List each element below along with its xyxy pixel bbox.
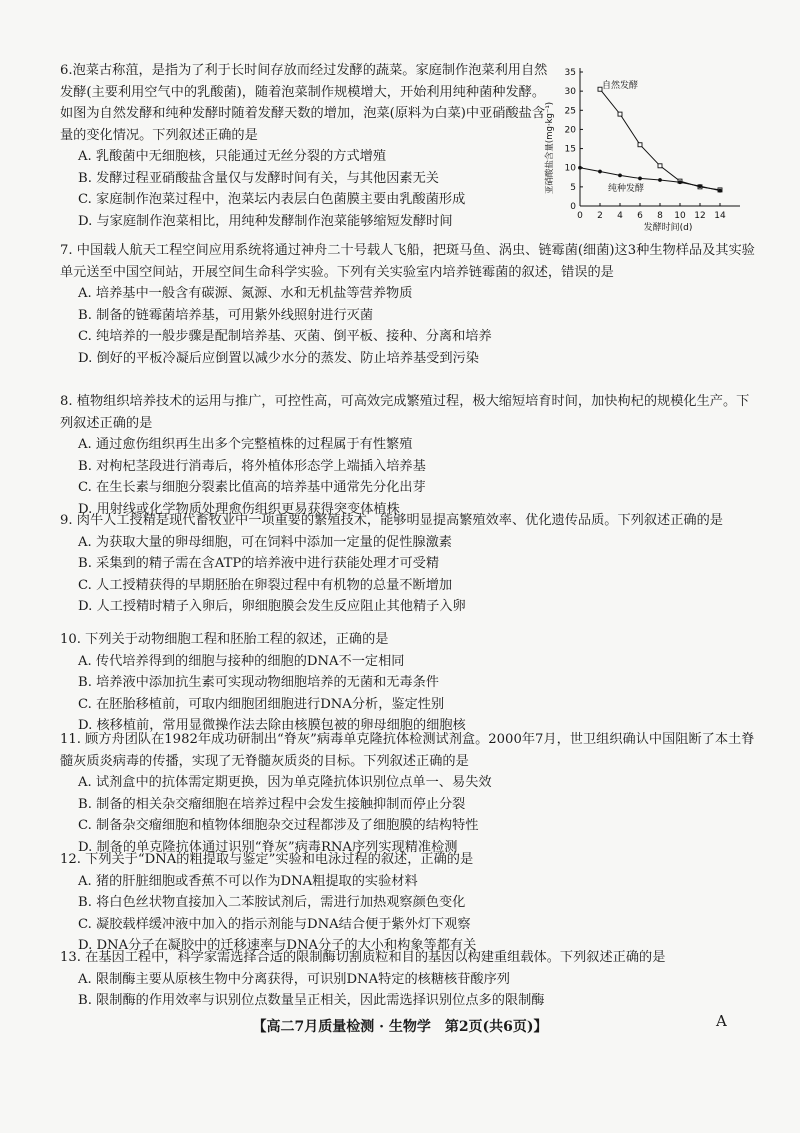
- x-tick-label: 14: [714, 211, 726, 221]
- chart-series: [578, 87, 722, 192]
- data-point-pure: [718, 189, 722, 193]
- option-a: A. 培养基中一般含有碳源、氮源、水和无机盐等营养物质: [78, 286, 413, 301]
- question-11: [60, 729, 760, 858]
- option-c: C. 人工授精获得的早期胚胎在卵裂过程中有机物的总量不断增加: [78, 577, 453, 593]
- options-list: [60, 434, 760, 520]
- nitrite-chart: [540, 58, 770, 233]
- data-point-pure: [658, 178, 662, 182]
- option-d: D. 核移植前，常用显微操作法去除由核膜包被的卵母细胞的细胞核: [78, 718, 466, 733]
- x-tick-label: 10: [674, 211, 686, 221]
- legend-pure-fermentation: 纯种发酵: [608, 184, 645, 194]
- option-a: A. 传代培养得到的细胞与接种的细胞的DNA不一定相同: [78, 653, 405, 669]
- data-point-pure: [638, 177, 642, 181]
- question-stem: 12. 下列关于“DNA的粗提取与鉴定”实验和电泳过程的叙述，正确的是: [60, 852, 474, 867]
- option-d: D. 倒好的平板冷凝后应倒置以减少水分的蒸发、防止培养基受到污染: [78, 350, 479, 366]
- option-b: B. 发酵过程亚硝酸盐含量仅与发酵时间有关，与其他因素无关: [78, 170, 439, 186]
- y-tick-label: 25: [564, 106, 576, 117]
- options-list: [60, 871, 760, 957]
- question-7: [60, 240, 760, 369]
- x-tick-label: 12: [694, 211, 706, 221]
- page-footer: 【高二7月质量检测 · 生物学 第2页(共6页)】: [252, 1019, 548, 1035]
- chart-xlabel: 发酵时间(d): [643, 223, 693, 233]
- question-stem: 9. 肉牛人工授精是现代畜牧业中一项重要的繁殖技术，能够明显提高繁殖效率、优化遗传品质。下列叙述正确的是: [60, 513, 723, 528]
- question-stem: 11. 顾方舟团队在1982年成功研制出“脊灰”病毒单克隆抗体检测试剂盒。2000年7月，世卫组织确认中国阻断了本土脊髓灰质炎病毒的传播，实现了无脊髓灰质炎的目标。下列叙述正确的是: [60, 732, 755, 769]
- option-b: B. 将白色丝状物直接加入二苯胺试剂后，需进行加热观察颜色变化: [78, 895, 466, 910]
- y-tick-label: 10: [564, 163, 576, 174]
- option-a: A. 为获取大量的卵母细胞，可在饲料中添加一定量的促性腺激素: [78, 534, 452, 550]
- legend-natural-fermentation: 自然发酵: [602, 81, 639, 91]
- option-a: A. 试剂盒中的抗体需定期更换，因为单克隆抗体识别位点单一、易失效: [78, 775, 492, 790]
- data-point-natural: [618, 112, 622, 116]
- x-tick-label: 2: [597, 211, 603, 221]
- options-list: [60, 532, 760, 618]
- data-point-pure: [618, 173, 622, 177]
- question-stem: 7. 中国载人航天工程空间应用系统将通过神舟二十号载人飞船，把斑马鱼、涡虫、链霉菌(细菌)这3种生物样品及其实验单元送至中国空间站，开展空间生命科学实验。下列有关实验室内培养链霉菌的叙述，错误的是: [60, 243, 755, 280]
- options-list: [60, 283, 760, 369]
- chart-ticks: [565, 68, 726, 221]
- option-c: C. 制备杂交瘤细胞和植物体细胞杂交过程都涉及了细胞膜的结构特性: [78, 818, 479, 833]
- x-tick-label: 6: [637, 211, 643, 221]
- option-c: C. 纯培养的一般步骤是配制培养基、灭菌、倒平板、接种、分离和培养: [78, 329, 492, 344]
- option-b: B. 培养液中添加抗生素可实现动物细胞培养的无菌和无毒条件: [78, 675, 439, 690]
- data-point-pure: [578, 166, 582, 170]
- option-c: C. 在生长素与细胞分裂素比值高的培养基中通常先分化出芽: [78, 480, 426, 495]
- option-a: A. 乳酸菌中无细胞核，只能通过无丝分裂的方式增殖: [78, 149, 387, 164]
- data-point-natural: [638, 143, 642, 147]
- option-d: D. 制备的单克隆抗体通过识别“脊灰”病毒RNA序列实现精准检测: [78, 839, 458, 855]
- question-stem: 10. 下列关于动物细胞工程和胚胎工程的叙述，正确的是: [60, 632, 389, 647]
- x-tick-label: 4: [617, 211, 623, 221]
- x-tick-label: 0: [577, 211, 583, 221]
- option-c: C. 在胚胎移植前，可取内细胞团细胞进行DNA分析，鉴定性别: [78, 696, 445, 712]
- options-list: [60, 146, 550, 232]
- data-point-pure: [698, 184, 702, 188]
- chart-ylabel: 亚硝酸盐含量(mg·kg⁻¹): [545, 101, 555, 195]
- option-c: C. 家庭制作泡菜过程中，泡菜坛内表层白色菌膜主要由乳酸菌形成: [78, 192, 466, 207]
- option-d: D. 人工授精时精子入卵后，卵细胞膜会发生反应阻止其他精子入卵: [78, 599, 466, 614]
- y-tick-label: 0: [570, 202, 576, 212]
- question-10: [60, 629, 760, 737]
- option-b: B. 限制酶的作用效率与识别位点数量呈正相关，因此需选择识别位点多的限制酶: [78, 993, 545, 1008]
- question-6: [60, 60, 550, 232]
- data-point-natural: [658, 164, 662, 168]
- y-tick-label: 30: [564, 87, 576, 98]
- question-13: [60, 947, 760, 1012]
- x-tick-label: 8: [657, 211, 663, 221]
- question-stem: 6.泡菜古称菹，是指为了利于长时间存放而经过发酵的蔬菜。家庭制作泡菜利用自然发酵(主要利用空气中的乳酸菌)，随着泡菜制作规模增大，开始利用纯种菌种发酵。如图为自然发酵和纯种发酵时随着发酵天数的增加，泡菜(原料为白菜)中亚硝酸盐含量的变化情况。下列叙述正确的是: [60, 63, 548, 143]
- option-b: B. 制备的链霉菌培养基，可用紫外线照射进行灭菌: [78, 307, 374, 323]
- option-b: B. 对枸杞茎段进行消毒后，将外植体形态学上端插入培养基: [78, 458, 426, 474]
- y-tick-label: 5: [570, 182, 576, 193]
- options-list: [60, 651, 760, 737]
- option-b: B. 制备的相关杂交瘤细胞在培养过程中会发生接触抑制而停止分裂: [78, 796, 466, 812]
- option-b: B. 采集到的精子需在含ATP的培养液中进行获能处理才可受精: [78, 556, 440, 571]
- option-d: D. 用射线或化学物质处理愈伤组织更易获得突变体植株: [78, 501, 400, 517]
- question-9: [60, 510, 760, 618]
- options-list: [60, 772, 760, 858]
- option-a: A. 限制酶主要从原核生物中分离获得，可识别DNA特定的核糖核苷酸序列: [78, 971, 510, 987]
- question-12: [60, 849, 760, 957]
- options-list: [60, 969, 760, 1012]
- option-c: C. 凝胶载样缓冲液中加入的指示剂能与DNA结合便于紫外灯下观察: [78, 916, 471, 932]
- question-stem: 13. 在基因工程中，科学家需选择合适的限制酶切割质粒和目的基因以构建重组载体。下列叙述正确的是: [60, 950, 666, 965]
- y-tick-label: 15: [564, 144, 576, 155]
- data-point-pure: [598, 170, 602, 174]
- option-d: D. 与家庭制作泡菜相比，用纯种发酵制作泡菜能够缩短发酵时间: [78, 213, 453, 229]
- data-point-pure: [678, 180, 682, 184]
- question-8: [60, 391, 760, 520]
- y-tick-label: 20: [564, 125, 576, 136]
- option-a: A. 通过愈伤组织再生出多个完整植株的过程属于有性繁殖: [78, 437, 413, 452]
- y-tick-label: 35: [564, 68, 576, 78]
- option-d: D. DNA分子在凝胶中的迁移速率与DNA分子的大小和构象等都有关: [78, 938, 477, 953]
- question-stem: 8. 植物组织培养技术的运用与推广，可控性高，可高效完成繁殖过程，极大缩短培育时间，加快枸杞的规模化生产。下列叙述正确的是: [60, 394, 750, 431]
- paper-version: A: [716, 1012, 727, 1030]
- option-a: A. 猪的肝脏细胞或香蕉不可以作为DNA粗提取的实验材料: [78, 873, 418, 889]
